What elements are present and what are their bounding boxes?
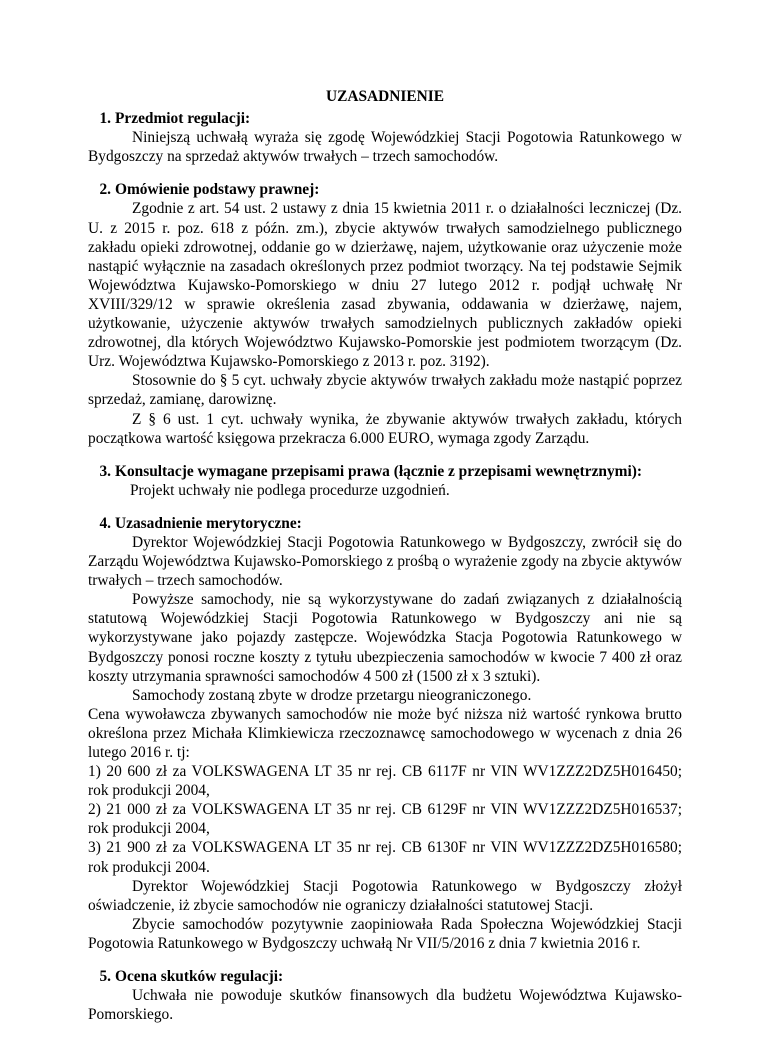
paragraph: Dyrektor Wojewódzkiej Stacji Pogotowia Ratunkowego w Bydgoszczy złożył oświadczenie, iż zbycie samochodów nie ograniczy działalności statutowej Stacji. bbox=[88, 877, 682, 914]
section-number: 5. bbox=[99, 968, 111, 986]
section-title: Omówienie podstawy prawnej: bbox=[115, 181, 320, 199]
section-number: 1. bbox=[99, 110, 111, 128]
document-title: UZASADNIENIE bbox=[325, 88, 445, 105]
paragraph: Z § 6 ust. 1 cyt. uchwały wynika, że zbywanie aktywów trwałych zakładu, których początkowa wartość księgowa przekracza 6.000 EURO, wymaga zgody Zarządu. bbox=[88, 410, 682, 447]
section-heading bbox=[88, 514, 682, 533]
paragraph: Cena wywoławcza zbywanych samochodów nie może być niższa niż wartość rynkowa brutto określona przez Michała Klimkiewicza rzeczoznawcę samochodowego w wycenach z dnia 26 lutego 2016 r. tj: bbox=[88, 705, 682, 761]
paragraph: Zgodnie z art. 54 ust. 2 ustawy z dnia 15 kwietnia 2011 r. o działalności leczniczej (Dz. U. z 2015 r. poz. 618 z późn. zm.), zbycie aktywów trwałych samodzielnego publicznego zakładu opieki zdrowotnej, oddanie go w dzierżawę, najem, użytkowanie oraz użyczenie może nastąpić wyłącznie na zasadach określonych przez podmiot tworzący. Na tej podstawie Sejmik Województwa Kujawsko-Pomorskiego w dniu 27 lutego 2012 r. podjął uchwałę Nr XVIII/329/12 w sprawie określenia zasad zbywania, oddawania w dzierżawę, najem, użytkowanie, użyczenie aktywów trwałych samodzielnych publicznych zakładów opieki zdrowotnej, dla których Województwo Kujawsko-Pomorskie jest podmiotem tworzącym (Dz. Urz. Województwa Kujawsko-Pomorskiego z 2013 r. poz. 3192). bbox=[88, 200, 682, 371]
paragraph: Projekt uchwały nie podlega procedurze uzgodnień. bbox=[130, 481, 450, 499]
section-heading bbox=[88, 462, 682, 481]
paragraph: Zbycie samochodów pozytywnie zaopiniowała Rada Społeczna Wojewódzkiej Stacji Pogotowia Ratunkowego w Bydgoszczy uchwałą Nr VII/5/2016 z dnia 7 kwietnia 2016 r. bbox=[88, 915, 682, 952]
section-number: 3. bbox=[99, 462, 111, 480]
paragraph: Dyrektor Wojewódzkiej Stacji Pogotowia Ratunkowego w Bydgoszczy, zwrócił się do Zarządu Województwa Kujawsko-Pomorskiego z prośbą o wyrażenie zgody na zbycie aktywów trwałych – trzech samochodów. bbox=[88, 533, 682, 590]
section-title: Konsultacje wymagane przepisami prawa (łącznie z przepisami wewnętrznymi): bbox=[115, 462, 643, 480]
vehicle-list-item: 1) 20 600 zł za VOLKSWAGENA LT 35 nr rej. CB 6117F nr VIN WV1ZZZ2DZ5H016450; rok produkcji 2004, bbox=[88, 763, 682, 800]
section-heading bbox=[88, 109, 682, 128]
section-impact-assessment bbox=[88, 967, 682, 1024]
section-consultations bbox=[88, 462, 682, 500]
paragraph: Niniejszą uchwałą wyraża się zgodę Wojewódzkiej Stacji Pogotowia Ratunkowego w Bydgoszczy na sprzedaż aktywów trwałych – trzech samochodów. bbox=[88, 129, 682, 166]
section-title: Uzasadnienie merytoryczne: bbox=[115, 514, 302, 532]
section-number: 2. bbox=[99, 181, 111, 199]
section-heading bbox=[88, 967, 682, 986]
paragraph: Powyższe samochody, nie są wykorzystywane do zadań związanych z działalnością statutową Wojewódzkiej Stacji Pogotowia Ratunkowego w Bydgoszczy ani nie są wykorzystywane jako pojazdy zastępcze. Wojewódzka Stacja Pogotowia Ratunkowego w Bydgoszczy ponosi roczne koszty z tytułu ubezpieczenia samochodów w kwocie 7 400 zł oraz koszty utrzymania sprawności samochodów 4 500 zł (1500 zł x 3 sztuki). bbox=[88, 591, 682, 685]
vehicle-list-item: 2) 21 000 zł za VOLKSWAGENA LT 35 nr rej. CB 6129F nr VIN WV1ZZZ2DZ5H016537; rok produkcji 2004, bbox=[88, 801, 682, 838]
paragraph: Samochody zostaną zbyte w drodze przetargu nieograniczonego. bbox=[132, 686, 532, 704]
section-number: 4. bbox=[99, 514, 111, 532]
section-title: Przedmiot regulacji: bbox=[115, 110, 251, 128]
section-heading bbox=[88, 180, 682, 199]
document-body bbox=[88, 87, 682, 1038]
section-legal-basis bbox=[88, 180, 682, 447]
paragraph: Stosownie do § 5 cyt. uchwały zbycie aktywów trwałych zakładu może nastąpić poprzez sprzedaż, zamianę, darowiznę. bbox=[88, 372, 682, 409]
paragraph: Uchwała nie powoduje skutków finansowych dla budżetu Województwa Kujawsko-Pomorskiego. bbox=[88, 987, 682, 1024]
section-title: Ocena skutków regulacji: bbox=[115, 968, 284, 986]
section-subject bbox=[88, 109, 682, 166]
vehicle-list-item: 3) 21 900 zł za VOLKSWAGENA LT 35 nr rej. CB 6130F nr VIN WV1ZZZ2DZ5H016580; rok produkcji 2004. bbox=[88, 839, 682, 876]
section-justification bbox=[88, 514, 682, 953]
